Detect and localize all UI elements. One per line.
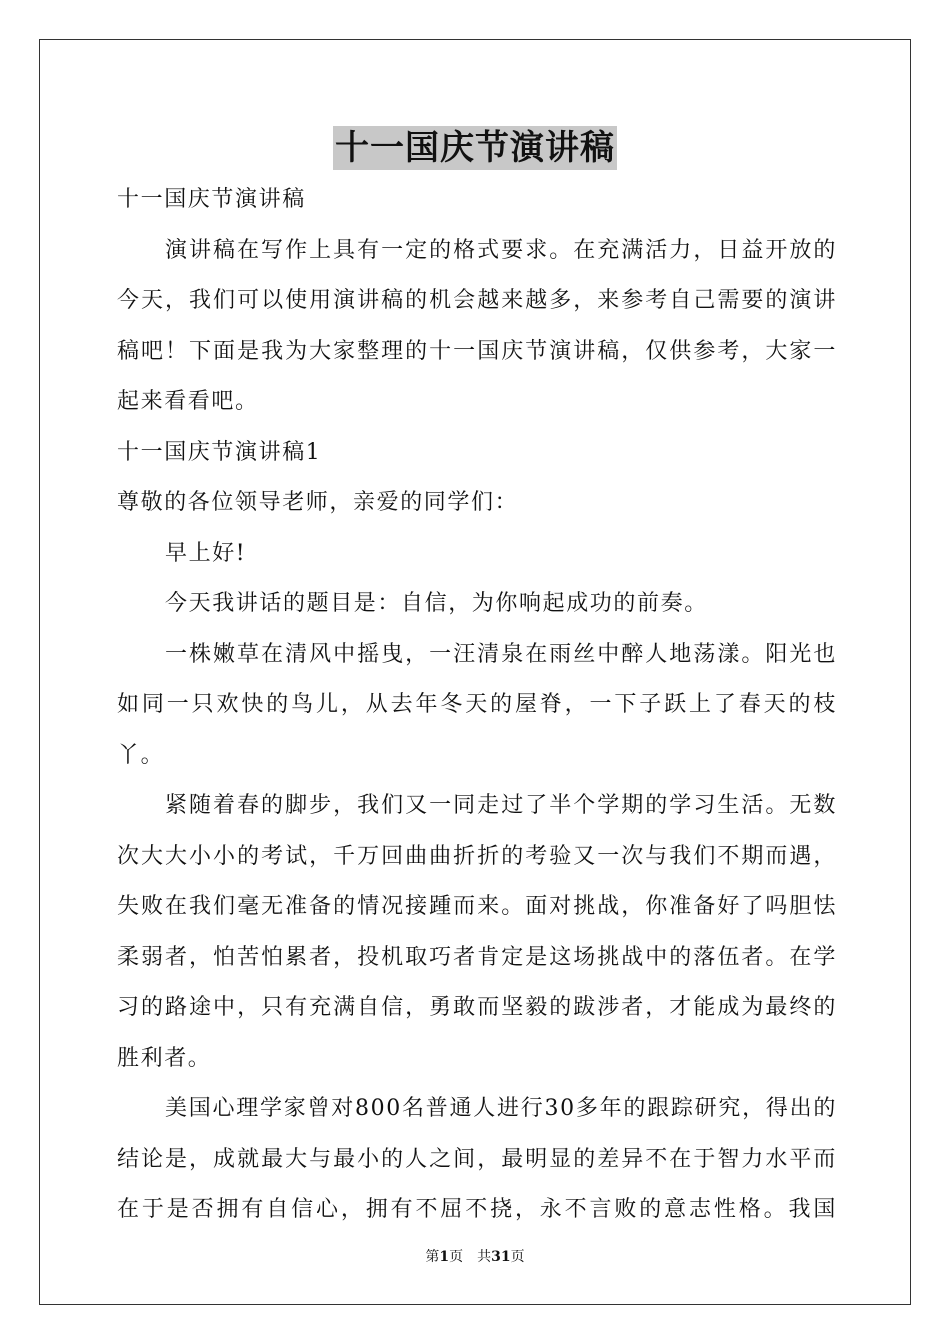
body-paragraph: 一株嫩草在清风中摇曳，一汪清泉在雨丝中醉人地荡漾。阳光也如同一只欢快的鸟儿，从去年冬天的屋脊，一下子跃上了春天的枝丫。 — [117, 641, 837, 768]
page-number: 1 — [439, 1249, 450, 1265]
salutation-paragraph: 尊敬的各位领导老师，亲爱的同学们： — [117, 490, 519, 515]
total-pages: 31 — [491, 1249, 511, 1265]
body-paragraph: 美国心理学家曾对800名普通人进行30多年的跟踪研究，得出的结论是，成就最大与最小的人之间，最明显的差异不在于智力水平而在于是否拥有自信心，拥有不屈不挠，永不言败的意志性格。我国 — [117, 1096, 837, 1222]
page-footer — [0, 1248, 950, 1266]
section-heading: 十一国庆节演讲稿1 — [117, 439, 322, 465]
body-paragraph: 紧随着春的脚步，我们又一同走过了半个学期的学习生活。无数次大大小小的考试，千万回曲曲折折的考验又一次与我们不期而遇，失败在我们毫无准备的情况接踵而来。面对挑战，你准备好了吗胆怯柔弱者，怕苦怕累者，投机取巧者肯定是这场挑战中的落伍者。在学习的路途中，只有充满自信，勇敢而坚毅的跋涉者，才能成为最终的胜利者。 — [117, 793, 837, 1071]
greeting-paragraph: 早上好! — [165, 540, 247, 566]
total-prefix: 共 — [477, 1249, 492, 1265]
page-suffix: 页 — [449, 1249, 464, 1265]
intro-paragraph: 演讲稿在写作上具有一定的格式要求。在充满活力，日益开放的今天，我们可以使用演讲稿的机会越来越多，来参考自己需要的演讲稿吧！下面是我为大家整理的十一国庆节演讲稿，仅供参考，大家一起来看看吧。 — [117, 237, 837, 414]
total-suffix: 页 — [510, 1249, 525, 1265]
document-body — [117, 175, 837, 1236]
document-title-text: 十一国庆节演讲稿 — [335, 128, 615, 168]
document-title — [0, 126, 950, 170]
subtitle-paragraph: 十一国庆节演讲稿 — [117, 187, 306, 212]
page-prefix: 第 — [425, 1249, 440, 1265]
topic-paragraph: 今天我讲话的题目是：自信，为你响起成功的前奏。 — [165, 591, 708, 616]
